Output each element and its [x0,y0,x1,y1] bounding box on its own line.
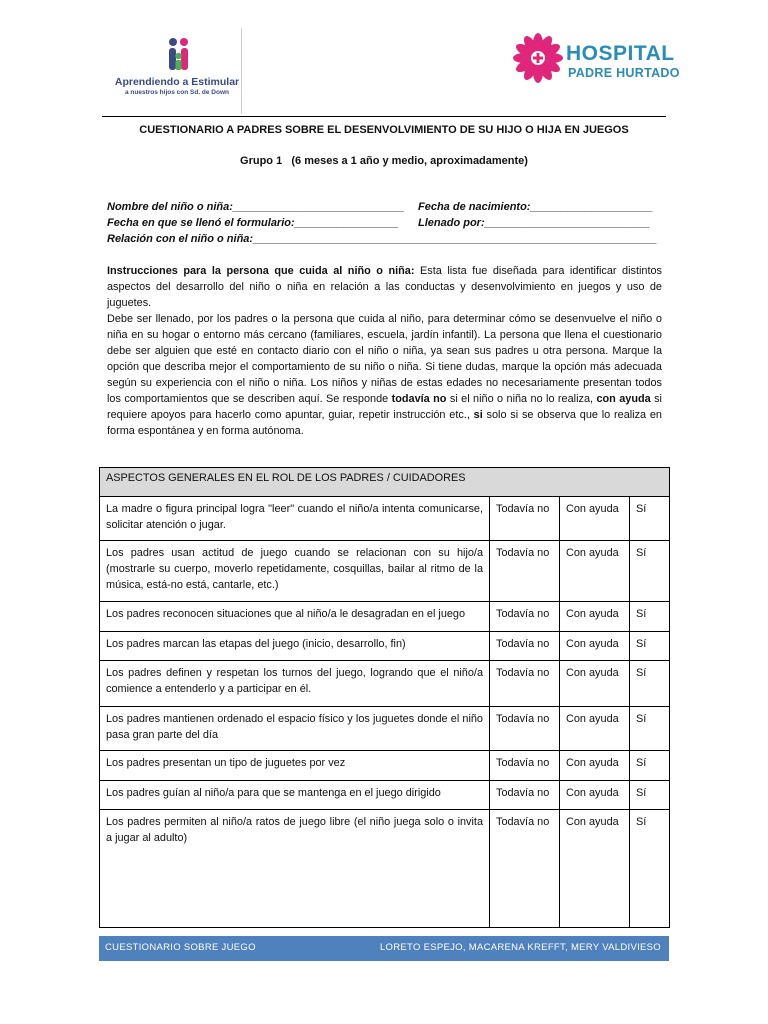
left-logo-title: Aprendiendo a Estimular [114,76,240,88]
hospital-flower-icon [510,30,566,86]
option-todavia-no[interactable]: Todavía no [490,497,560,541]
question-text: Los padres presentan un tipo de juguetes por vez [100,751,490,781]
hospital-logo [510,28,680,90]
option-si[interactable]: Sí [630,602,670,632]
filled-date-field[interactable]: Fecha en que se llenó el formulario:_________________ [107,217,399,229]
option-todavia-no[interactable]: Todavía no [490,602,560,632]
instructions-lead: Instrucciones para la persona que cuida al niño o niña: [107,265,415,277]
option-con-ayuda[interactable]: Con ayuda [560,707,630,751]
instructions [107,263,662,439]
option-todavia-no[interactable]: Todavía no [490,810,560,928]
option-todavia-no-emphasis: todavía no [391,393,447,405]
table-row [100,810,670,928]
question-text: Los padres reconocen situaciones que al niño/a le desagradan en el juego [100,602,490,632]
option-con-ayuda[interactable]: Con ayuda [560,751,630,781]
instructions-text-2a: Debe ser llenado, por los padres o la persona que cuida al niño, para determinar cómo se desenvuelve el niño o niña en su hogar o entorno más cercano (familiares, escuela, jardín infantil). La persona que llena el cuestionario debe ser alguien que esté en contacto diario con el niño o niña, ya sean sus padres u otra persona. Marque la opción que describa mejor el comportamiento de su niño o niña. Si tiene dudas, marque la opción más adecuada según su experiencia con el niño o niña. Los niños y niñas de estas edades no necesariamente presentan todos los comportamientos que se describen aquí. Se responde [107,313,662,405]
instructions-text-2d: solo si se observa que lo realiza en forma espontánea y en forma autónoma. [107,409,662,437]
instructions-text-2b: si el niño o niña no lo realiza, [446,393,597,405]
footer-title: CUESTIONARIO SOBRE JUEGO [105,942,256,953]
document-title: CUESTIONARIO A PADRES SOBRE EL DESENVOLVIMIENTO DE SU HIJO O HIJA EN JUEGOS [139,124,629,136]
option-todavia-no[interactable]: Todavía no [490,751,560,781]
option-todavia-no[interactable]: Todavía no [490,632,560,661]
question-text: Los padres guían al niño/a para que se mantenga en el juego dirigido [100,781,490,810]
table-row [100,781,670,810]
option-todavia-no[interactable]: Todavía no [490,781,560,810]
instructions-paragraph-1 [107,263,662,311]
family-figure-icon [158,36,198,76]
left-logo-subtitle: a nuestros hijos con Sd. de Down [124,89,229,96]
table-row [100,497,670,541]
option-todavia-no[interactable]: Todavía no [490,707,560,751]
hospital-subname: PADRE HURTADO [568,66,680,80]
option-con-ayuda[interactable]: Con ayuda [560,810,630,928]
question-text: Los padres marcan las etapas del juego (inicio, desarrollo, fin) [100,632,490,661]
hospital-name: HOSPITAL [566,42,675,65]
option-con-ayuda[interactable]: Con ayuda [560,497,630,541]
header-divider [241,28,242,114]
table-header-row [100,468,670,497]
aprendiendo-logo [112,36,242,100]
question-text: Los padres usan actitud de juego cuando se relacionan con su hijo/a (mostrarle su cuerpo, moverlo repetidamente, cosquillas, bailar al ritmo de la música, está-no está, cantarle, etc.) [100,541,490,602]
option-con-ayuda[interactable]: Con ayuda [560,541,630,602]
option-si[interactable]: Sí [630,810,670,928]
question-text: Los padres permiten al niño/a ratos de juego libre (el niño juega solo o invita a jugar al adulto) [100,810,490,928]
birth-date-field[interactable]: Fecha de nacimiento:____________________ [418,201,653,213]
option-si[interactable]: Sí [630,707,670,751]
option-con-ayuda[interactable]: Con ayuda [560,602,630,632]
option-con-ayuda[interactable]: Con ayuda [560,661,630,707]
option-si[interactable]: Sí [630,541,670,602]
document-subtitle: Grupo 1 (6 meses a 1 año y medio, aproximadamente) [240,155,528,167]
question-text: Los padres mantienen ordenado el espacio físico y los juguetes donde el niño pasa gran parte del día [100,707,490,751]
footer-authors: LORETO ESPEJO, MACARENA KREFFT, MERY VALDIVIESO [379,942,661,953]
filled-by-field[interactable]: Llenado por:___________________________ [418,217,650,229]
instructions-text-1: Esta lista fue diseñada para identificar distintos aspectos del desarrollo del niño o niña en relación a las conductas y desenvolvimiento en juegos y uso de juguetes. [107,265,662,309]
questionnaire-table [99,467,670,928]
table-row [100,541,670,602]
option-si[interactable]: Sí [630,751,670,781]
name-field[interactable]: Nombre del niño o niña:____________________________ [107,201,405,213]
option-con-ayuda[interactable]: Con ayuda [560,632,630,661]
table-heading: ASPECTOS GENERALES EN EL ROL DE LOS PADRES / CUIDADORES [100,468,670,497]
option-si-emphasis: si [473,409,483,421]
option-si[interactable]: Sí [630,781,670,810]
header-rule [102,116,666,117]
relation-field[interactable]: Relación con el niño o niña:__________________________________________________________________ [107,233,657,245]
option-si[interactable]: Sí [630,497,670,541]
question-text: La madre o figura principal logra "leer" cuando el niño/a intenta comunicarse, solicitar atención o jugar. [100,497,490,541]
table-row [100,661,670,707]
option-con-ayuda-emphasis: con ayuda [596,393,651,405]
instructions-text-2c: si requiere apoyos para hacerlo como apuntar, guiar, repetir instrucción etc., [107,393,662,421]
option-si[interactable]: Sí [630,632,670,661]
option-todavia-no[interactable]: Todavía no [490,541,560,602]
option-con-ayuda[interactable]: Con ayuda [560,781,630,810]
instructions-paragraph-2 [107,311,662,439]
option-si[interactable]: Sí [630,661,670,707]
table-row [100,751,670,781]
table-row [100,632,670,661]
footer-bar [99,936,669,961]
question-text: Los padres definen y respetan los turnos del juego, logrando que el niño/a comience a entenderlo y a participar en él. [100,661,490,707]
option-todavia-no[interactable]: Todavía no [490,661,560,707]
table-row [100,602,670,632]
table-row [100,707,670,751]
